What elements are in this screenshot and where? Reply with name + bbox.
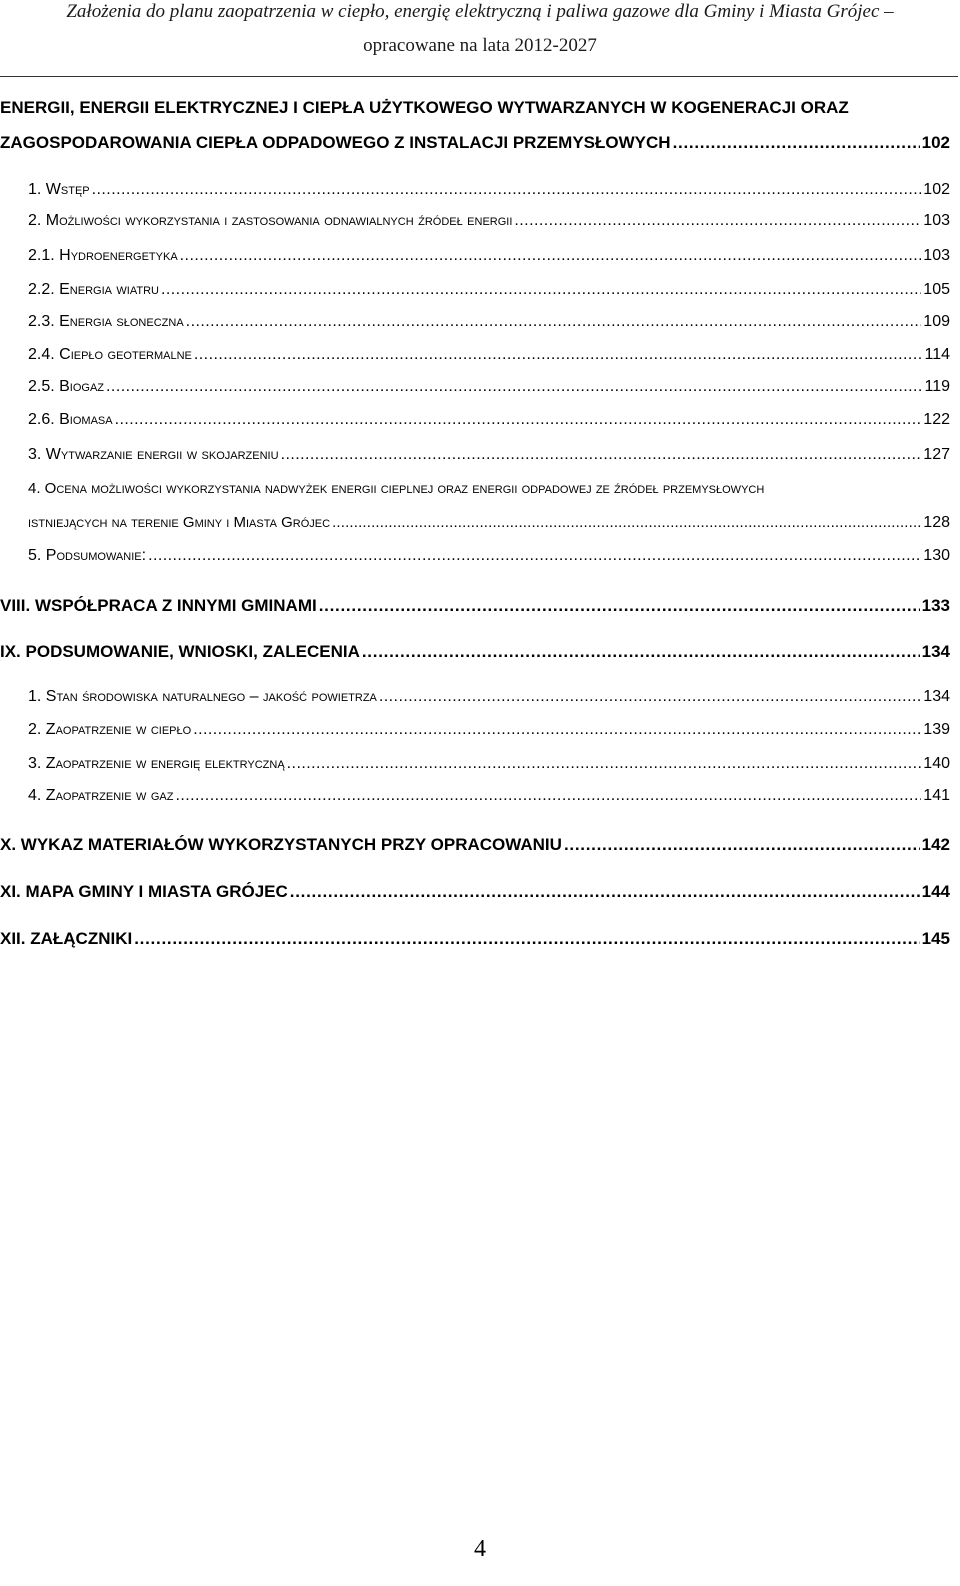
toc-entry-intro[interactable]: ZAGOSPODAROWANIA CIEPŁA ODPADOWEGO Z INSTALACJI PRZEMYSŁOWYCH . . . 102 [0, 133, 960, 153]
page-number: 4 [474, 1536, 486, 1562]
toc-entry[interactable]: 2.1. Hydroenergetyka . . . 103 [28, 247, 960, 265]
dot-leader [193, 721, 921, 739]
toc-entry[interactable]: 2. Zaopatrzenie w ciepło . . . 139 [28, 721, 960, 739]
toc-entry[interactable]: 3. Wytwarzanie energii w skojarzeniu . . . 127 [28, 446, 960, 464]
dot-leader [148, 547, 921, 565]
toc-entry[interactable]: 2.3. Energia słoneczna . . . 109 [28, 313, 960, 331]
dot-leader [290, 882, 920, 902]
toc-entry[interactable]: 2.4. Ciepło geotermalne . . . 114 [28, 346, 960, 364]
toc-entry[interactable]: 1. Wstęp . . . 102 [28, 181, 960, 199]
toc-entry-4-line1: 4. Ocena możliwości wykorzystania nadwyżek energii cieplnej oraz energii odpadowej ze źródeł przemysłowych [28, 480, 765, 497]
dot-leader [134, 929, 919, 949]
dot-leader [287, 755, 922, 773]
toc-chapter[interactable]: IX. PODSUMOWANIE, WNIOSKI, ZALECENIA . . . 134 [0, 642, 960, 662]
toc-chapter[interactable]: XII. ZAŁĄCZNIKI . . . 145 [0, 929, 960, 949]
dot-leader [92, 181, 922, 199]
dot-leader [362, 642, 920, 662]
toc-entry[interactable]: 4. Zaopatrzenie w gaz . . . 141 [28, 787, 960, 805]
dot-leader [281, 446, 922, 464]
dot-leader [180, 247, 922, 265]
header-subtitle: opracowane na lata 2012-2027 [363, 35, 597, 56]
dot-leader [332, 514, 921, 531]
header-divider [0, 76, 958, 77]
dot-leader [194, 346, 923, 364]
dot-leader [161, 281, 921, 299]
toc-entry[interactable]: 2. Możliwości wykorzystania i zastosowania odnawialnych źródeł energii . . . 103 [28, 212, 960, 230]
toc-chapter[interactable]: XI. MAPA GMINY I MIASTA GRÓJEC . . . 144 [0, 882, 960, 902]
toc-chapter[interactable]: X. WYKAZ MATERIAŁÓW WYKORZYSTANYCH PRZY OPRACOWANIU . . . 142 [0, 835, 960, 855]
toc-entry[interactable]: 1. Stan środowiska naturalnego – jakość powietrza . . . 134 [28, 688, 960, 706]
dot-leader [673, 133, 920, 153]
dot-leader [514, 212, 921, 230]
dot-leader [115, 411, 922, 429]
dot-leader [175, 787, 921, 805]
toc-entry[interactable]: istniejących na terenie Gminy i Miasta Grójec . . . 128 [28, 514, 960, 532]
dot-leader [379, 688, 921, 706]
toc-entry[interactable]: 2.6. Biomasa . . . 122 [28, 411, 960, 429]
toc-entry[interactable]: 5. Podsumowanie: . . . 130 [28, 547, 960, 565]
toc-intro-line1: ENERGII, ENERGII ELEKTRYCZNEJ I CIEPŁA UŻYTKOWEGO WYTWARZANYCH W KOGENERACJI ORAZ [0, 98, 849, 117]
toc-entry[interactable]: 3. Zaopatrzenie w energię elektryczną . . . 140 [28, 755, 960, 773]
toc-chapter[interactable]: VIII. WSPÓŁPRACA Z INNYMI GMINAMI . . . 133 [0, 596, 960, 616]
toc-entry[interactable]: 2.2. Energia wiatru . . . 105 [28, 281, 960, 299]
toc-entry[interactable]: 2.5. Biogaz . . . 119 [28, 378, 960, 396]
dot-leader [186, 313, 922, 331]
dot-leader [319, 596, 920, 616]
dot-leader [106, 378, 922, 396]
dot-leader [564, 835, 920, 855]
header-title: Założenia do planu zaopatrzenia w ciepło, energię elektryczną i paliwa gazowe dla Gminy i Miasta Grójec – [66, 1, 894, 22]
